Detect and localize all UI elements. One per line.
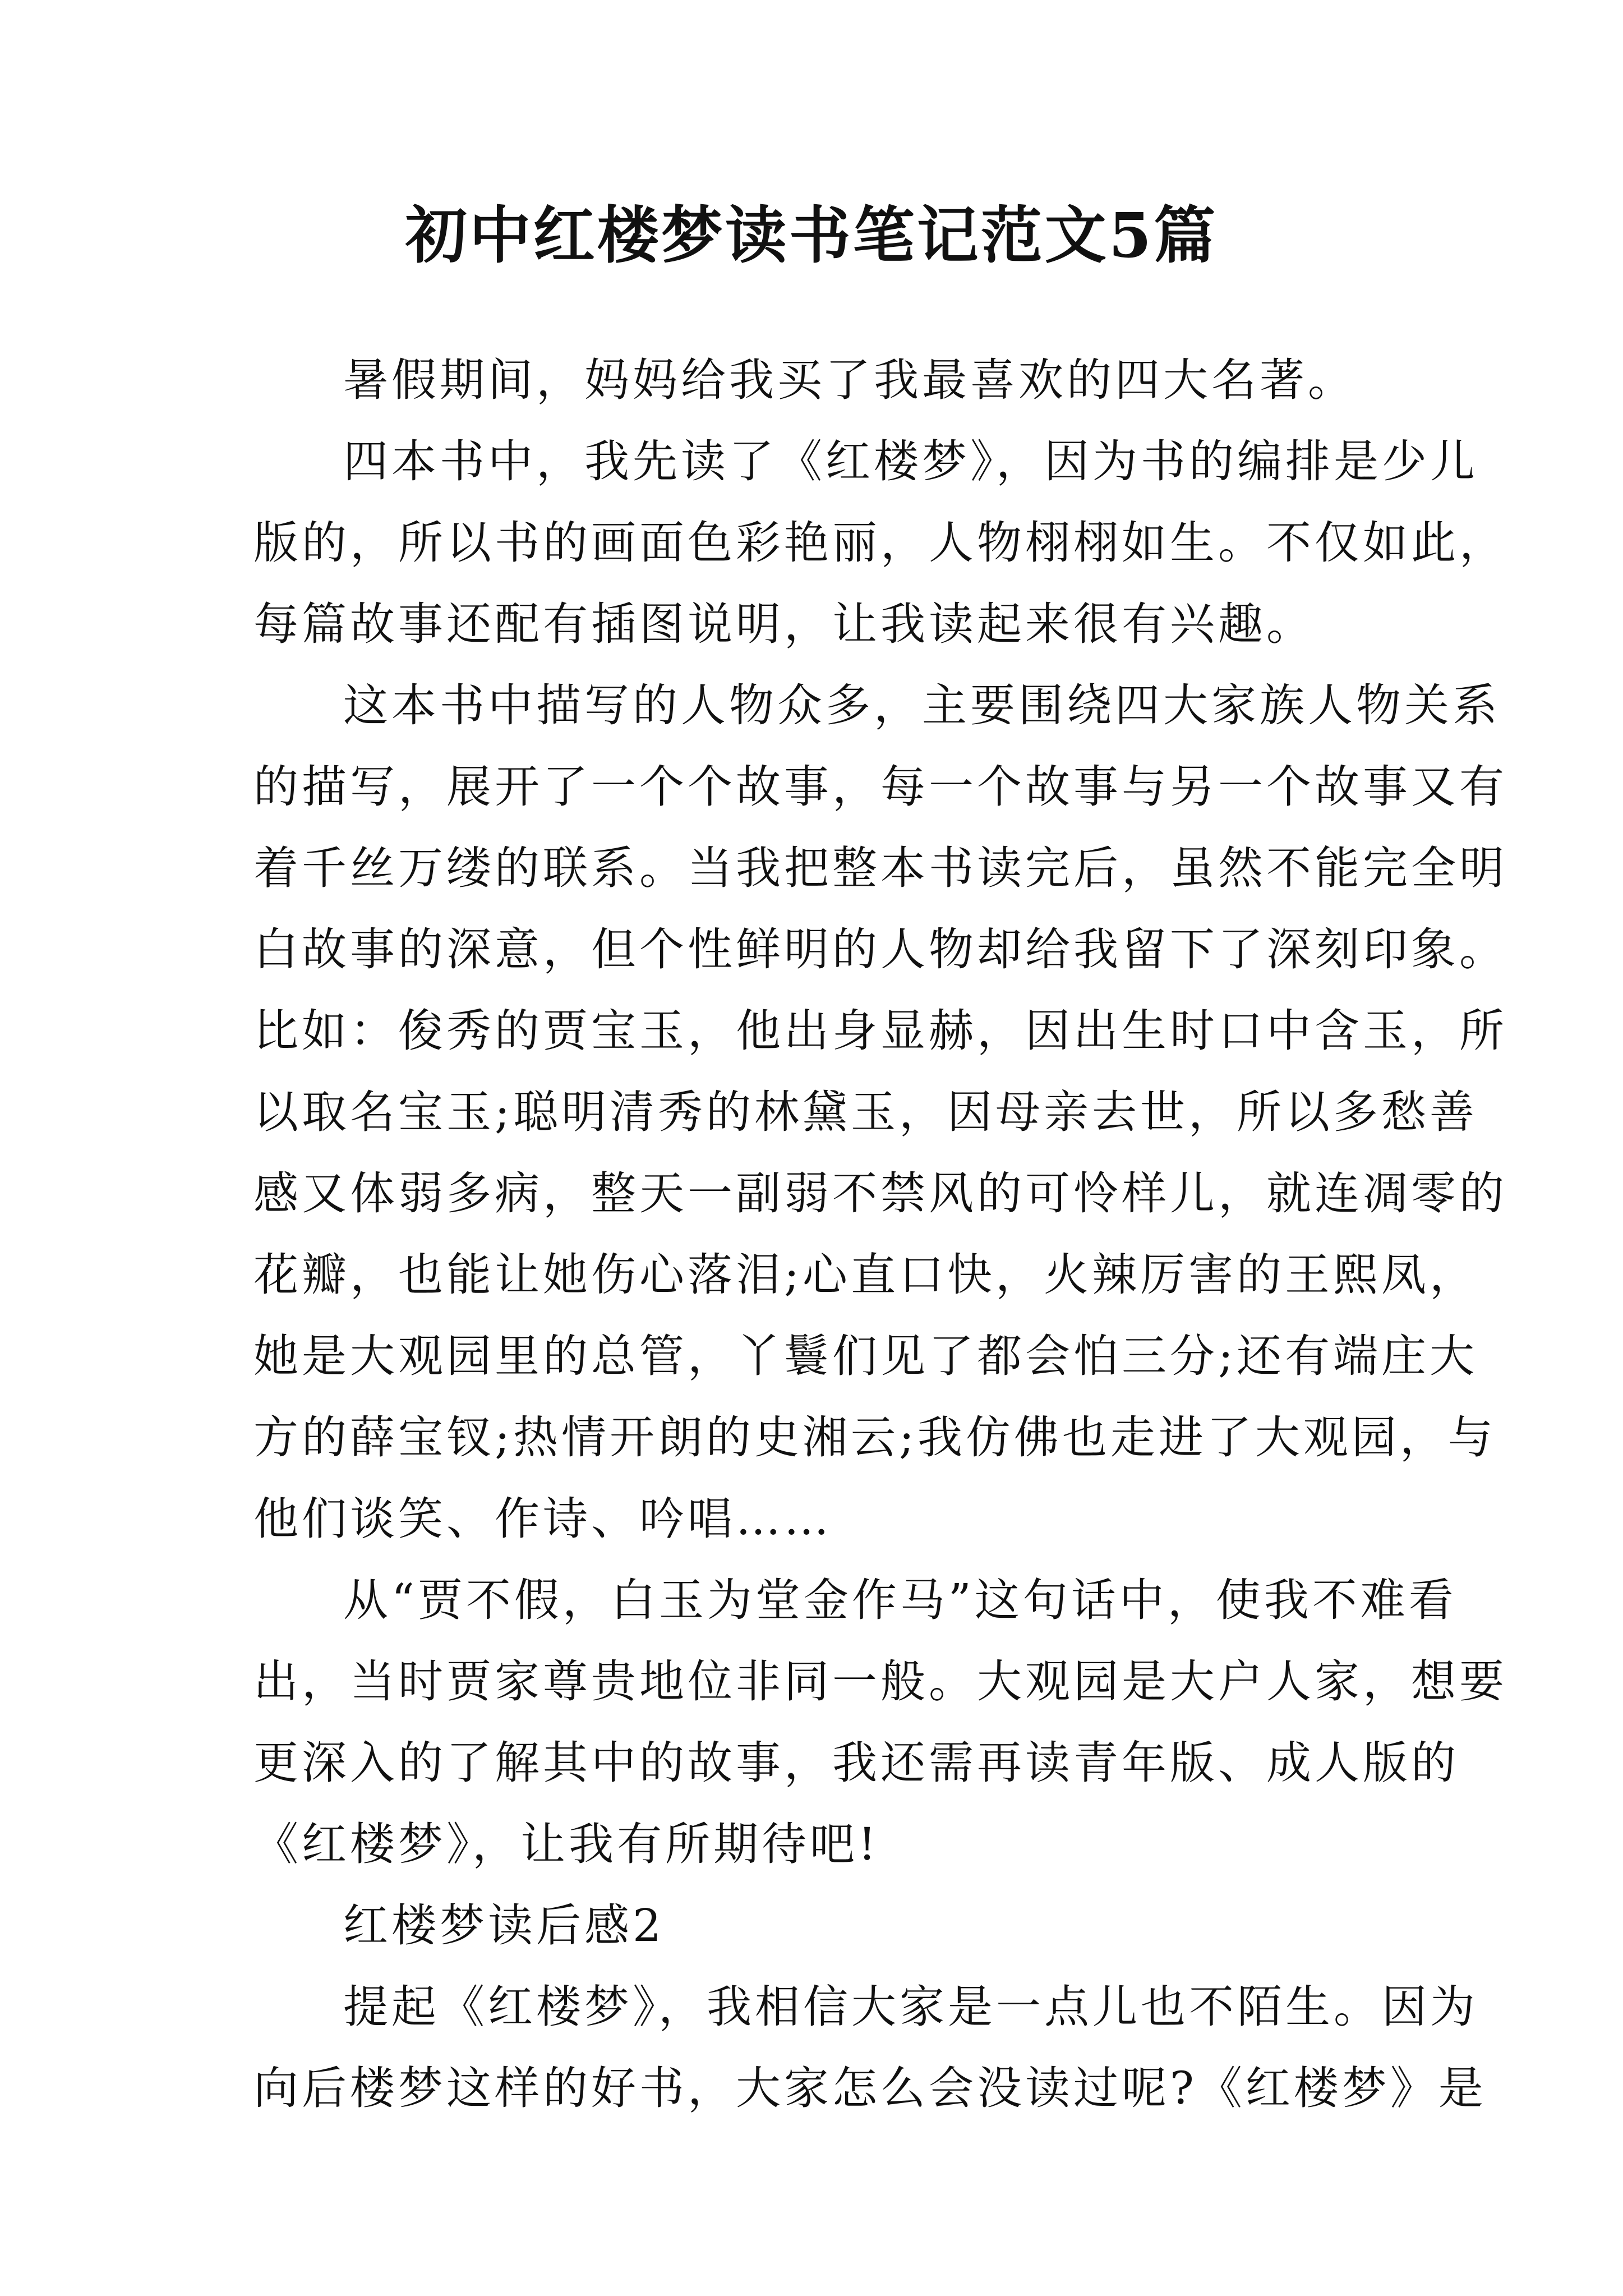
text-line: 暑假期间，妈妈给我买了我最喜欢的四大名著。 — [343, 354, 1356, 406]
text-line: 版的，所以书的画面色彩艳丽，人物栩栩如生。不仅如此， — [253, 517, 1507, 569]
text-line: 出，当时贾家尊贵地位非同一般。大观园是大户人家，想要 — [253, 1655, 1507, 1708]
text-line: 以取名宝玉;聪明清秀的林黛玉，因母亲去世，所以多愁善 — [253, 1086, 1478, 1138]
text-line: 花瓣，也能让她伤心落泪;心直口快，火辣厉害的王熙凤， — [253, 1249, 1478, 1301]
document-title: 初中红楼梦读书笔记范文5篇 — [405, 199, 1218, 272]
text-line: 《红楼梦》，让我有所期待吧! — [253, 1818, 880, 1870]
text-line: 白故事的深意，但个性鲜明的人物却给我留下了深刻印象。 — [253, 923, 1507, 976]
text-line: 方的薛宝钗;热情开朗的史湘云;我仿佛也走进了大观园，与 — [253, 1411, 1496, 1464]
text-line: 每篇故事还配有插图说明，让我读起来很有兴趣。 — [253, 598, 1315, 650]
text-line: 向后楼梦这样的好书，大家怎么会没读过呢?《红楼梦》是 — [253, 2062, 1487, 2114]
text-line: 四本书中，我先读了《红楼梦》，因为书的编排是少儿 — [343, 435, 1478, 487]
text-line: 他们谈笑、作诗、吟唱…… — [253, 1493, 832, 1545]
text-line: 这本书中描写的人物众多，主要围绕四大家族人物关系 — [343, 679, 1501, 731]
text-line: 的描写，展开了一个个故事，每一个故事与另一个故事又有 — [253, 761, 1507, 813]
text-line: 更深入的了解其中的故事，我还需再读青年版、成人版的 — [253, 1737, 1459, 1789]
text-line: 她是大观园里的总管，丫鬟们见了都会怕三分;还有端庄大 — [253, 1330, 1478, 1382]
text-line: 从“贾不假，白玉为堂金作马”这句话中，使我不难看 — [343, 1574, 1457, 1626]
text-line: 比如：俊秀的贾宝玉，他出身显赫，因出生时口中含玉，所 — [253, 1005, 1507, 1057]
document-body — [253, 339, 1507, 2129]
text-line: 红楼梦读后感2 — [343, 1899, 665, 1952]
text-line: 提起《红楼梦》，我相信大家是一点儿也不陌生。因为 — [343, 1981, 1478, 2033]
text-line: 着千丝万缕的联系。当我把整本书读完后，虽然不能完全明 — [253, 842, 1507, 894]
text-line: 感又体弱多病，整天一副弱不禁风的可怜样儿，就连凋零的 — [253, 1167, 1507, 1220]
